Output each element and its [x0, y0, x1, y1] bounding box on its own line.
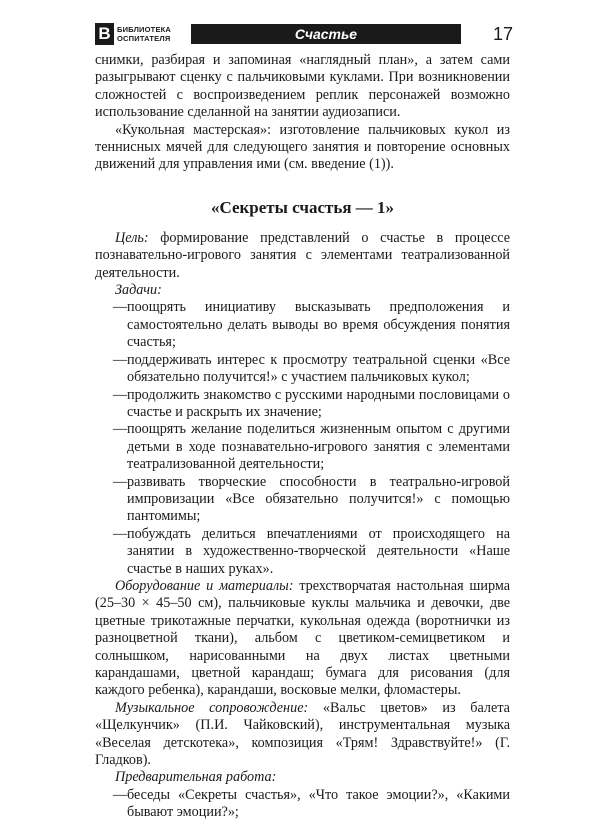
intro-paragraph-1: снимки, разбирая и запоминая «наглядный план», а затем сами разыгрывают сценку с пальчиковыми куклами. При возникновении сложностей с воспроизведением реплик персонажей возможно использование сделанной на занятии аудиозаписи.	[95, 52, 510, 121]
task-text: развивать творческие способности в театрально-игровой импровизации «Все обязательно получится!» с помощью пантомимы;	[127, 473, 510, 525]
task-item	[95, 421, 510, 473]
prep-label: Предварительная работа:	[115, 769, 277, 786]
dash-mark: —	[113, 386, 128, 403]
goal-text: формирование представлений о счастье в процессе познавательно-игрового занятия с элементами театрализованной деятельности.	[95, 229, 510, 281]
task-text: продолжить знакомство с русскими народными пословицами о счастье и раскрыть их значение;	[127, 386, 510, 420]
page-header	[95, 22, 513, 46]
prep-list	[95, 787, 510, 822]
intro-paragraph-2: «Кукольная мастерская»: изготовление пальчиковых кукол из теннисных мячей для следующего занятия и повторение основных движений для управления ими (см. введение (1)).	[95, 121, 510, 173]
task-text: поощрять желание поделиться жизненным опытом с другими детьми в ходе познавательно-игрового занятия с элементами театрализованной деятельности;	[127, 421, 510, 473]
equipment-text: трехстворчатая настольная ширма (25–30 × 45–50 см), пальчиковые куклы мальчика и девочки, две цветные трикотажные перчатки, кукольная одежда (воротнички из разноцветной ткани), альбом с цветиком-семицветиком и солнышком, нарисованными на двух листах цветными карандашами, цветной карандаш; бумага для рисования (для каждого ребенка), карандаши, восковые мелки, фломастеры.	[95, 577, 511, 699]
page-body	[95, 52, 510, 822]
dash-mark: —	[113, 525, 128, 542]
task-item	[95, 387, 510, 422]
prep-item	[95, 787, 510, 822]
task-item	[95, 352, 510, 387]
tasks-list	[95, 299, 510, 578]
page-number: 17	[492, 23, 513, 44]
music-paragraph	[95, 700, 510, 770]
section-heading: «Секреты счастья — 1»	[210, 197, 395, 217]
prep-text: беседы «Секреты счастья», «Что такое эмоции?», «Какими бывают эмоции?»;	[127, 786, 510, 821]
logo-text	[117, 25, 171, 43]
dash-mark: —	[113, 421, 128, 438]
equipment-label: Оборудование и материалы:	[115, 577, 294, 594]
dash-mark: —	[113, 786, 128, 803]
tasks-label: Задачи:	[115, 282, 162, 299]
task-text: поддерживать интерес к просмотру театральной сценки «Все обязательно получится!» с участием пальчиковых кукол;	[127, 351, 510, 386]
equipment-paragraph	[95, 578, 510, 700]
goal-label: Цель:	[115, 229, 149, 246]
dash-mark: —	[113, 299, 128, 316]
task-item	[95, 474, 510, 526]
task-text: побуждать делиться впечатлениями от происходящего на занятии в художественно-творческой деятельности «Наше счастье в наших руках».	[127, 525, 510, 577]
dash-mark: —	[113, 351, 128, 368]
music-label: Музыкальное сопровождение:	[115, 699, 309, 716]
logo-letter-box: В	[95, 23, 114, 45]
task-item	[95, 299, 510, 351]
task-text: поощрять инициативу высказывать предположения и самостоятельно делать выводы во время обсуждения понятия счастья;	[127, 299, 510, 351]
logo-line-1: БИБЛИОТЕКА	[117, 25, 172, 34]
task-item	[95, 526, 510, 578]
running-title: Счастье	[191, 24, 461, 44]
dash-mark: —	[113, 473, 128, 490]
logo-line-2: ОСПИТАТЕЛЯ	[117, 34, 171, 43]
series-logo	[95, 22, 189, 46]
goal-paragraph	[95, 230, 510, 282]
music-text: «Вальс цветов» из балета «Щелкунчик» (П.И. Чайковский), инструментальная музыка «Веселая детскотека», композиция «Трям! Здравствуйте!» (Г. Гладков).	[95, 699, 510, 769]
